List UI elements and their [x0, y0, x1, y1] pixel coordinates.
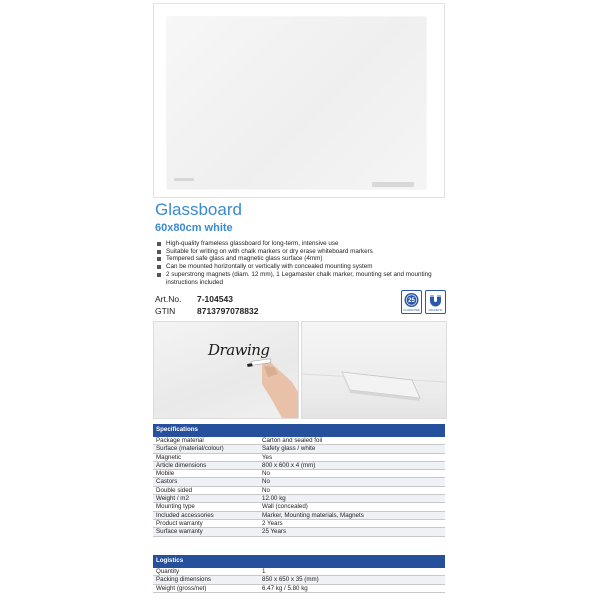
- bullet-icon: [157, 250, 161, 254]
- mounting-detail-photo: [301, 321, 447, 419]
- table-row: Quantity 1: [153, 567, 445, 576]
- product-subtitle: 60x80cm white: [155, 222, 233, 234]
- feature-item: Suitable for writing on with chalk markers or dry erase whiteboard markers: [156, 248, 446, 256]
- gtin-value: 8713797078832: [197, 306, 259, 316]
- table-row: Mobile No: [153, 470, 445, 478]
- table-row: Weight / m2 12.00 kg: [153, 495, 445, 503]
- magnetic-badge: [425, 290, 446, 314]
- magnetic-caption: MAGNETIC: [428, 309, 443, 312]
- table-row: Packing dimensions 850 x 650 x 35 (mm): [153, 576, 445, 584]
- table-row: Mounting type Wall (concealed): [153, 503, 445, 511]
- table-row: Product warranty 2 Years: [153, 519, 445, 527]
- product-hero-image: [153, 3, 445, 198]
- guarantee-caption: GUARANTEE: [403, 309, 420, 312]
- glassboard-illustration: [167, 17, 426, 189]
- board-logo: [174, 178, 194, 181]
- specifications-table: [153, 424, 445, 537]
- feature-item: 2 superstrong magnets (diam. 12 mm), 1 Legamaster chalk marker, mounting set and mounting instructions included: [156, 271, 446, 286]
- table-row: Surface warranty 25 Years: [153, 528, 445, 536]
- marker-tray: [372, 182, 414, 187]
- feature-list: [156, 240, 446, 286]
- table-row: Article dimensions 800 x 600 x 4 (mm): [153, 461, 445, 469]
- feature-item: High-quality frameless glassboard for long-term, intensive use: [156, 240, 446, 248]
- article-number: [155, 294, 233, 304]
- bullet-icon: [157, 273, 161, 277]
- table-row: Package material Carton and sealed foil: [153, 436, 445, 445]
- guarantee-badge: [401, 290, 422, 314]
- guarantee-number: 25: [408, 298, 415, 305]
- drawing-handwriting: Drawing: [208, 341, 270, 359]
- guarantee-seal-icon: [402, 291, 421, 313]
- feature-item: Can be mounted horizontally or vertically with concealed mounting system: [156, 263, 446, 271]
- table-row: Weight (gross/net) 6.47 kg / 5.80 kg: [153, 584, 445, 592]
- table-row: Magnetic Yes: [153, 453, 445, 461]
- specifications-heading: Specifications: [153, 424, 445, 436]
- gtin-label: GTIN: [155, 306, 176, 316]
- table-row: Castors No: [153, 478, 445, 486]
- bullet-icon: [157, 265, 161, 269]
- logistics-table: [153, 555, 445, 593]
- table-row: Included accessories Marker, Mounting materials, Magnets: [153, 511, 445, 519]
- logistics-heading: Logistics: [153, 555, 445, 567]
- product-title: Glassboard: [155, 200, 242, 219]
- gtin: [155, 306, 258, 316]
- table-row: Double sided No: [153, 486, 445, 494]
- bullet-icon: [157, 242, 161, 246]
- bullet-icon: [157, 257, 161, 261]
- table-row: Surface (material/colour) Safety glass / white: [153, 445, 445, 453]
- article-number-value: 7-104543: [197, 294, 233, 304]
- marker-tray-detail-icon: [302, 322, 446, 418]
- magnet-icon: [426, 291, 445, 313]
- article-number-label: Art.No.: [155, 294, 182, 304]
- feature-item: Tempered safe glass and magnetic glass surface (4mm): [156, 255, 446, 263]
- hand-with-marker-icon: [154, 322, 298, 418]
- writing-photo: [153, 321, 299, 419]
